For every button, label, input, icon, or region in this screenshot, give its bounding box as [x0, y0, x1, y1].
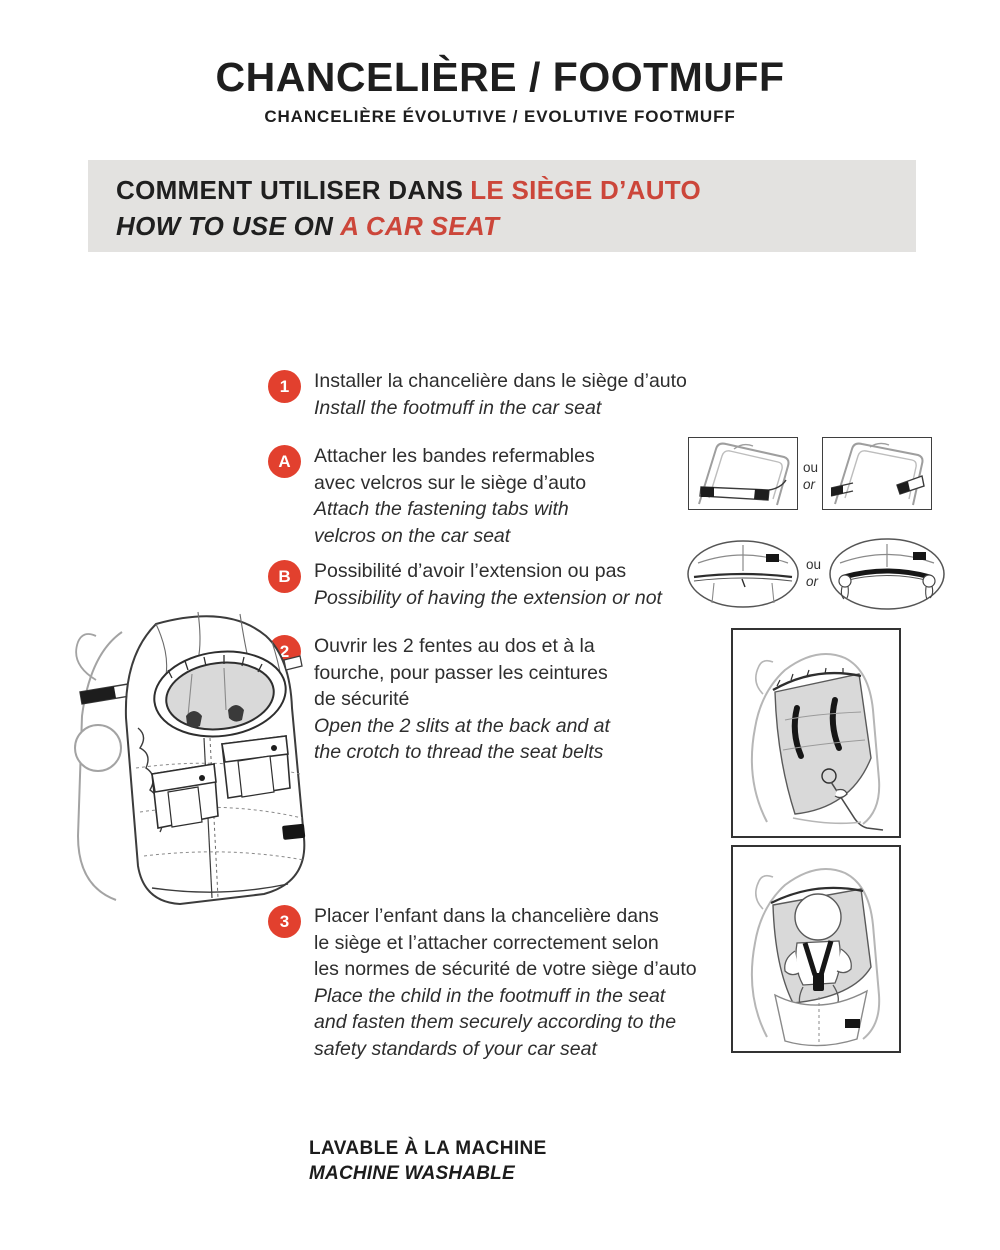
step-2-fr: de sécurité — [314, 688, 410, 710]
step-2-text — [314, 633, 610, 766]
step-3 — [268, 903, 697, 1062]
step-a-badge: A — [268, 445, 301, 478]
step-a-text — [314, 443, 595, 549]
step-2-badge: 2 — [268, 635, 301, 668]
banner-line-en — [116, 211, 916, 242]
step-a-fr: Attacher les bandes refermables — [314, 445, 595, 467]
step-2-fr: Ouvrir les 2 fentes au dos et à la — [314, 635, 595, 657]
child-in-footmuff-illustration — [731, 845, 901, 1053]
banner-fr-prefix: COMMENT UTILISER DANS — [116, 175, 464, 205]
step-3-fr: les normes de sécurité de votre siège d’auto — [314, 958, 697, 980]
care-note — [309, 1138, 547, 1185]
banner-en-accent: A CAR SEAT — [340, 211, 500, 241]
step-2-fr: fourche, pour passer les ceintures — [314, 661, 608, 684]
connector-a-ou: ou — [803, 460, 819, 475]
step-b-fr: Possibilité d’avoir l’extension ou pas — [314, 560, 627, 582]
step-a-fr: avec velcros sur le siège d’auto — [314, 471, 587, 494]
care-note-en: MACHINE WASHABLE — [309, 1163, 515, 1184]
step-3-badge: 3 — [268, 905, 301, 938]
step-a-en: Attach the fastening tabs with — [314, 498, 569, 520]
step-3-fr: Placer l’enfant dans la chancelière dans — [314, 905, 659, 927]
step-b-en: Possibility of having the extension or not — [314, 586, 662, 609]
step-a-en: velcros on the car seat — [314, 524, 511, 547]
step-1-text — [314, 368, 687, 421]
step-b-badge: B — [268, 560, 301, 593]
step-b-text — [314, 558, 662, 611]
extension-attached-illustration — [686, 539, 800, 609]
step-3-text — [314, 903, 697, 1062]
step-2-en: the crotch to thread the seat belts — [314, 741, 604, 763]
footmuff-product-illustration — [52, 598, 337, 918]
step-1-fr: Installer la chancelière dans le siège d’auto — [314, 370, 687, 392]
extension-removal-illustration — [828, 537, 946, 611]
banner-fr-accent: LE SIÈGE D’AUTO — [470, 175, 702, 205]
step-3-en: safety standards of your car seat — [314, 1037, 597, 1060]
section-banner — [88, 160, 916, 252]
step-1-en: Install the footmuff in the car seat — [314, 396, 602, 419]
car-seat-front-strap-illustration — [688, 437, 798, 510]
connector-a — [803, 459, 818, 493]
step-3-fr: le siège et l’attacher correctement selon — [314, 931, 659, 954]
connector-b — [806, 556, 821, 590]
care-note-fr: LAVABLE À LA MACHINE — [309, 1138, 547, 1159]
step-3-en: and fasten them securely according to the — [314, 1011, 677, 1033]
page-title: CHANCELIÈRE / FOOTMUFF — [215, 54, 785, 100]
connector-a-or: or — [803, 477, 816, 492]
page-subtitle: CHANCELIÈRE ÉVOLUTIVE / EVOLUTIVE FOOTMUFF — [264, 107, 736, 126]
connector-b-ou: ou — [806, 557, 822, 572]
connector-b-or: or — [806, 574, 819, 589]
step-2-en: Open the 2 slits at the back and at — [314, 714, 610, 737]
belt-slits-illustration — [731, 628, 901, 838]
step-1-badge: 1 — [268, 370, 301, 403]
banner-en-prefix: HOW TO USE ON — [116, 211, 334, 241]
step-a — [268, 443, 595, 549]
step-3-en: Place the child in the footmuff in the seat — [314, 984, 666, 1007]
car-seat-side-straps-illustration — [822, 437, 932, 510]
step-1 — [268, 368, 687, 421]
banner-line-fr — [116, 175, 916, 206]
